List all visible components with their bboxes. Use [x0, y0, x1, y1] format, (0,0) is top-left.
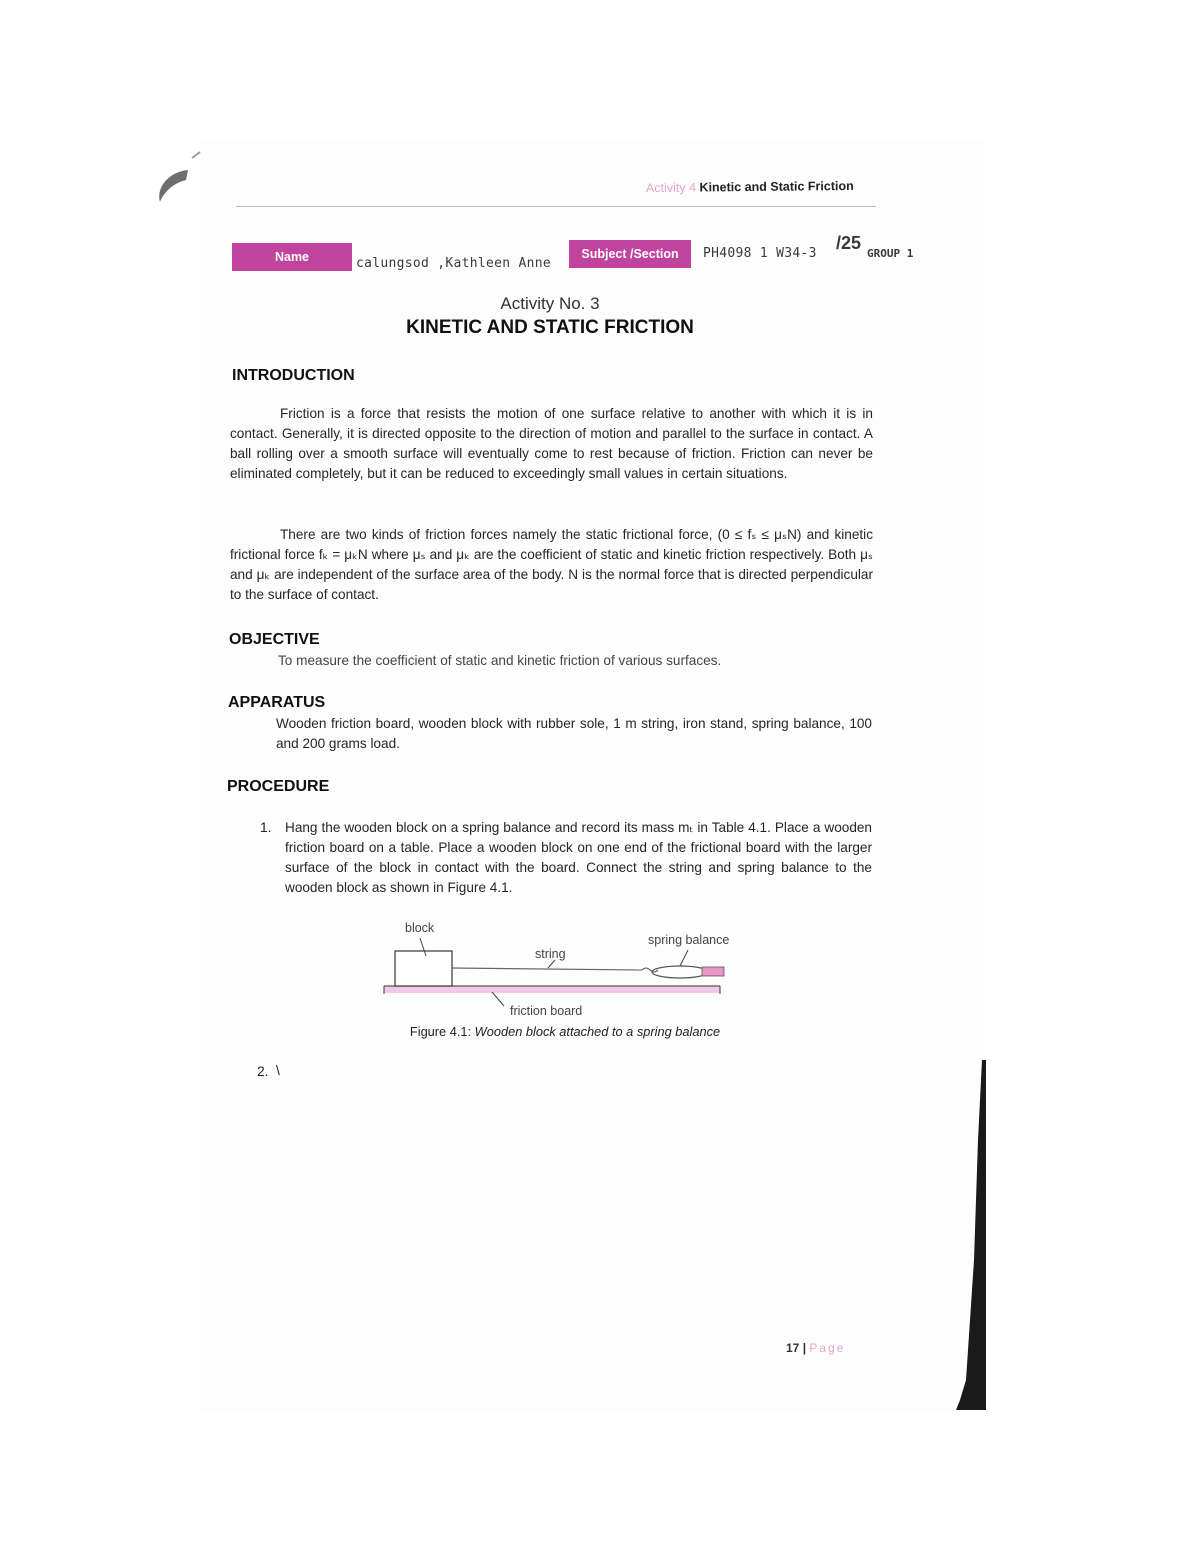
label-friction-board: friction board	[510, 1004, 583, 1018]
subject-code: PH4098 1 W34-3	[703, 246, 817, 261]
running-title: Kinetic and Static Friction	[699, 178, 854, 195]
page-separator: |	[802, 1341, 807, 1355]
figure-caption-text: Wooden block attached to a spring balance	[474, 1024, 721, 1039]
label-spring-balance: spring balance	[648, 933, 730, 947]
label-string: string	[535, 947, 566, 961]
introduction-heading: INTRODUCTION	[232, 367, 355, 384]
subject-section-value	[703, 246, 817, 261]
page-number-value: 17	[786, 1341, 800, 1355]
label-block: block	[405, 921, 435, 935]
header-rule	[236, 206, 876, 207]
procedure-heading: PROCEDURE	[227, 778, 330, 795]
group-value: GROUP 1	[867, 247, 914, 260]
apparatus-heading: APPARATUS	[228, 694, 326, 711]
page-title: KINETIC AND STATIC FRICTION	[406, 317, 694, 338]
friction-board-shape	[384, 986, 720, 993]
name-label: Name	[232, 243, 352, 271]
introduction-paragraph-2	[230, 525, 873, 605]
name-value: calungsod ,Kathleen Anne	[356, 256, 552, 271]
string-line	[452, 968, 642, 970]
step-1-text: Hang the wooden block on a spring balance and record its mass mₜ in Table 4.1. Place a wooden friction board on a table. Place a wooden block on one end of the frictional board with the larger surface of the block in contact with the board. Connect the string and spring balance to the wooden block as shown in Figure 4.1.	[285, 820, 872, 895]
apparatus-text: Wooden friction board, wooden block with rubber sole, 1 m string, iron stand, spring balance, 100 and 200 grams load.	[276, 716, 872, 751]
figure-4-1	[380, 920, 750, 1030]
figure-caption	[380, 1024, 750, 1039]
introduction-paragraph-1	[230, 404, 873, 484]
page-number	[786, 1341, 845, 1355]
running-header	[646, 179, 854, 195]
spring-balance-shape	[652, 966, 708, 978]
figure-caption-prefix: Figure 4.1:	[409, 1024, 472, 1039]
activity-label: Activity 4	[645, 180, 697, 196]
step-1-number: 1.	[260, 820, 272, 835]
objective-heading: OBJECTIVE	[229, 631, 320, 648]
page-word: Page	[809, 1341, 846, 1355]
scan-corner-mark	[148, 150, 218, 210]
intro-p1-text: Friction is a force that resists the motion of one surface relative to another with which it is in contact. Generally, it is directed opposite to the direction of motion and parallel to the surface in contact. A ball rolling over a smooth surface will eventually come to rest because of friction. Friction can never be eliminated completely, but it can be reduced to exceedingly small values in certain situations.	[230, 406, 873, 481]
score: /25	[836, 233, 862, 253]
step-2-number: 2.	[257, 1064, 269, 1079]
block-shape	[395, 951, 452, 986]
step-2-text: \	[276, 1063, 280, 1078]
objective-text: To measure the coefficient of static and kinetic friction of various surfaces.	[278, 653, 722, 668]
scan-edge-shadow	[956, 1060, 986, 1410]
intro-p2-text: There are two kinds of friction forces namely the static frictional force, (0 ≤ fₛ ≤ μₛN) and kinetic frictional force fₖ = μₖN where μₛ and μₖ are the coefficient of static and kinetic friction respectively. Both μₛ and μₖ are independent of the surface area of the body. N is the normal force that is directed perpendicular to the surface of contact.	[230, 527, 873, 602]
subject-section-label: Subject /Section	[569, 240, 691, 268]
activity-number: Activity No. 3	[500, 294, 600, 313]
